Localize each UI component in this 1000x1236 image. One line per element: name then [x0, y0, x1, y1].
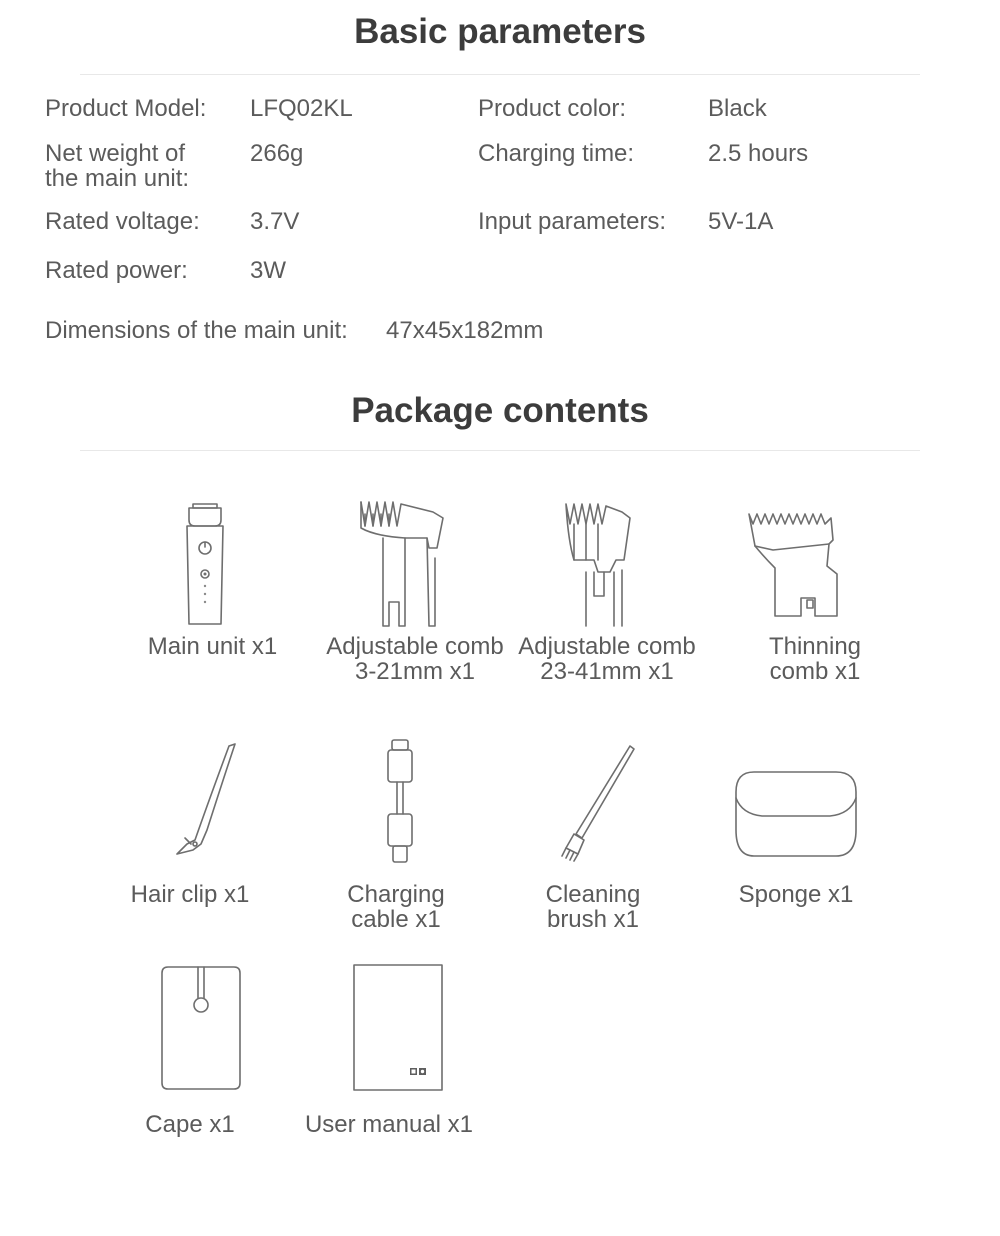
param-label: Input parameters: [478, 208, 667, 235]
divider [80, 74, 920, 75]
param-label: Rated power: [45, 257, 188, 284]
param-value: 266g [250, 140, 304, 167]
item-caption: Cape x1 [145, 1111, 235, 1138]
param-label: Net weight of [45, 140, 186, 167]
param-value: 2.5 hours [708, 140, 809, 167]
param-label: Charging time: [478, 140, 635, 167]
item-caption: Thinning comb x1 [768, 633, 862, 685]
cape-icon [158, 963, 244, 1093]
usb-cable-icon [383, 736, 417, 866]
param-label: Product color: [478, 95, 627, 122]
item-caption: Adjustable comb 23-41mm x1 [518, 633, 696, 685]
manual-icon [352, 963, 446, 1093]
param-value: 5V-1A [708, 208, 774, 235]
item-caption: Main unit x1 [147, 633, 278, 660]
comb-icon [355, 498, 450, 628]
item-caption: User manual x1 [304, 1111, 474, 1138]
param-value: 3.7V [250, 208, 300, 235]
item-caption: Charging cable x1 [347, 881, 445, 933]
param-label: Dimensions of the main unit: [45, 317, 348, 344]
param-value: 47x45x182mm [386, 317, 544, 344]
param-value: 3W [250, 257, 286, 284]
param-label: the main unit: [45, 165, 190, 192]
item-caption: Cleaning brush x1 [545, 881, 641, 933]
item-caption: Adjustable comb 3-21mm x1 [326, 633, 504, 685]
param-label: Product Model: [45, 95, 207, 122]
divider [80, 450, 920, 451]
param-value: LFQ02KL [250, 95, 353, 122]
comb-icon [560, 500, 640, 628]
item-caption: Hair clip x1 [130, 881, 250, 908]
sponge-icon [732, 768, 860, 860]
param-value: Black [708, 95, 767, 122]
hair-clip-icon [165, 740, 245, 865]
package-contents-title: Package contents [351, 391, 649, 430]
thinning-comb-icon [745, 508, 841, 620]
item-caption: Sponge x1 [738, 881, 854, 908]
trimmer-icon [175, 498, 235, 628]
basic-parameters-title: Basic parameters [354, 12, 646, 51]
brush-icon [558, 742, 638, 862]
param-label: Rated voltage: [45, 208, 200, 235]
